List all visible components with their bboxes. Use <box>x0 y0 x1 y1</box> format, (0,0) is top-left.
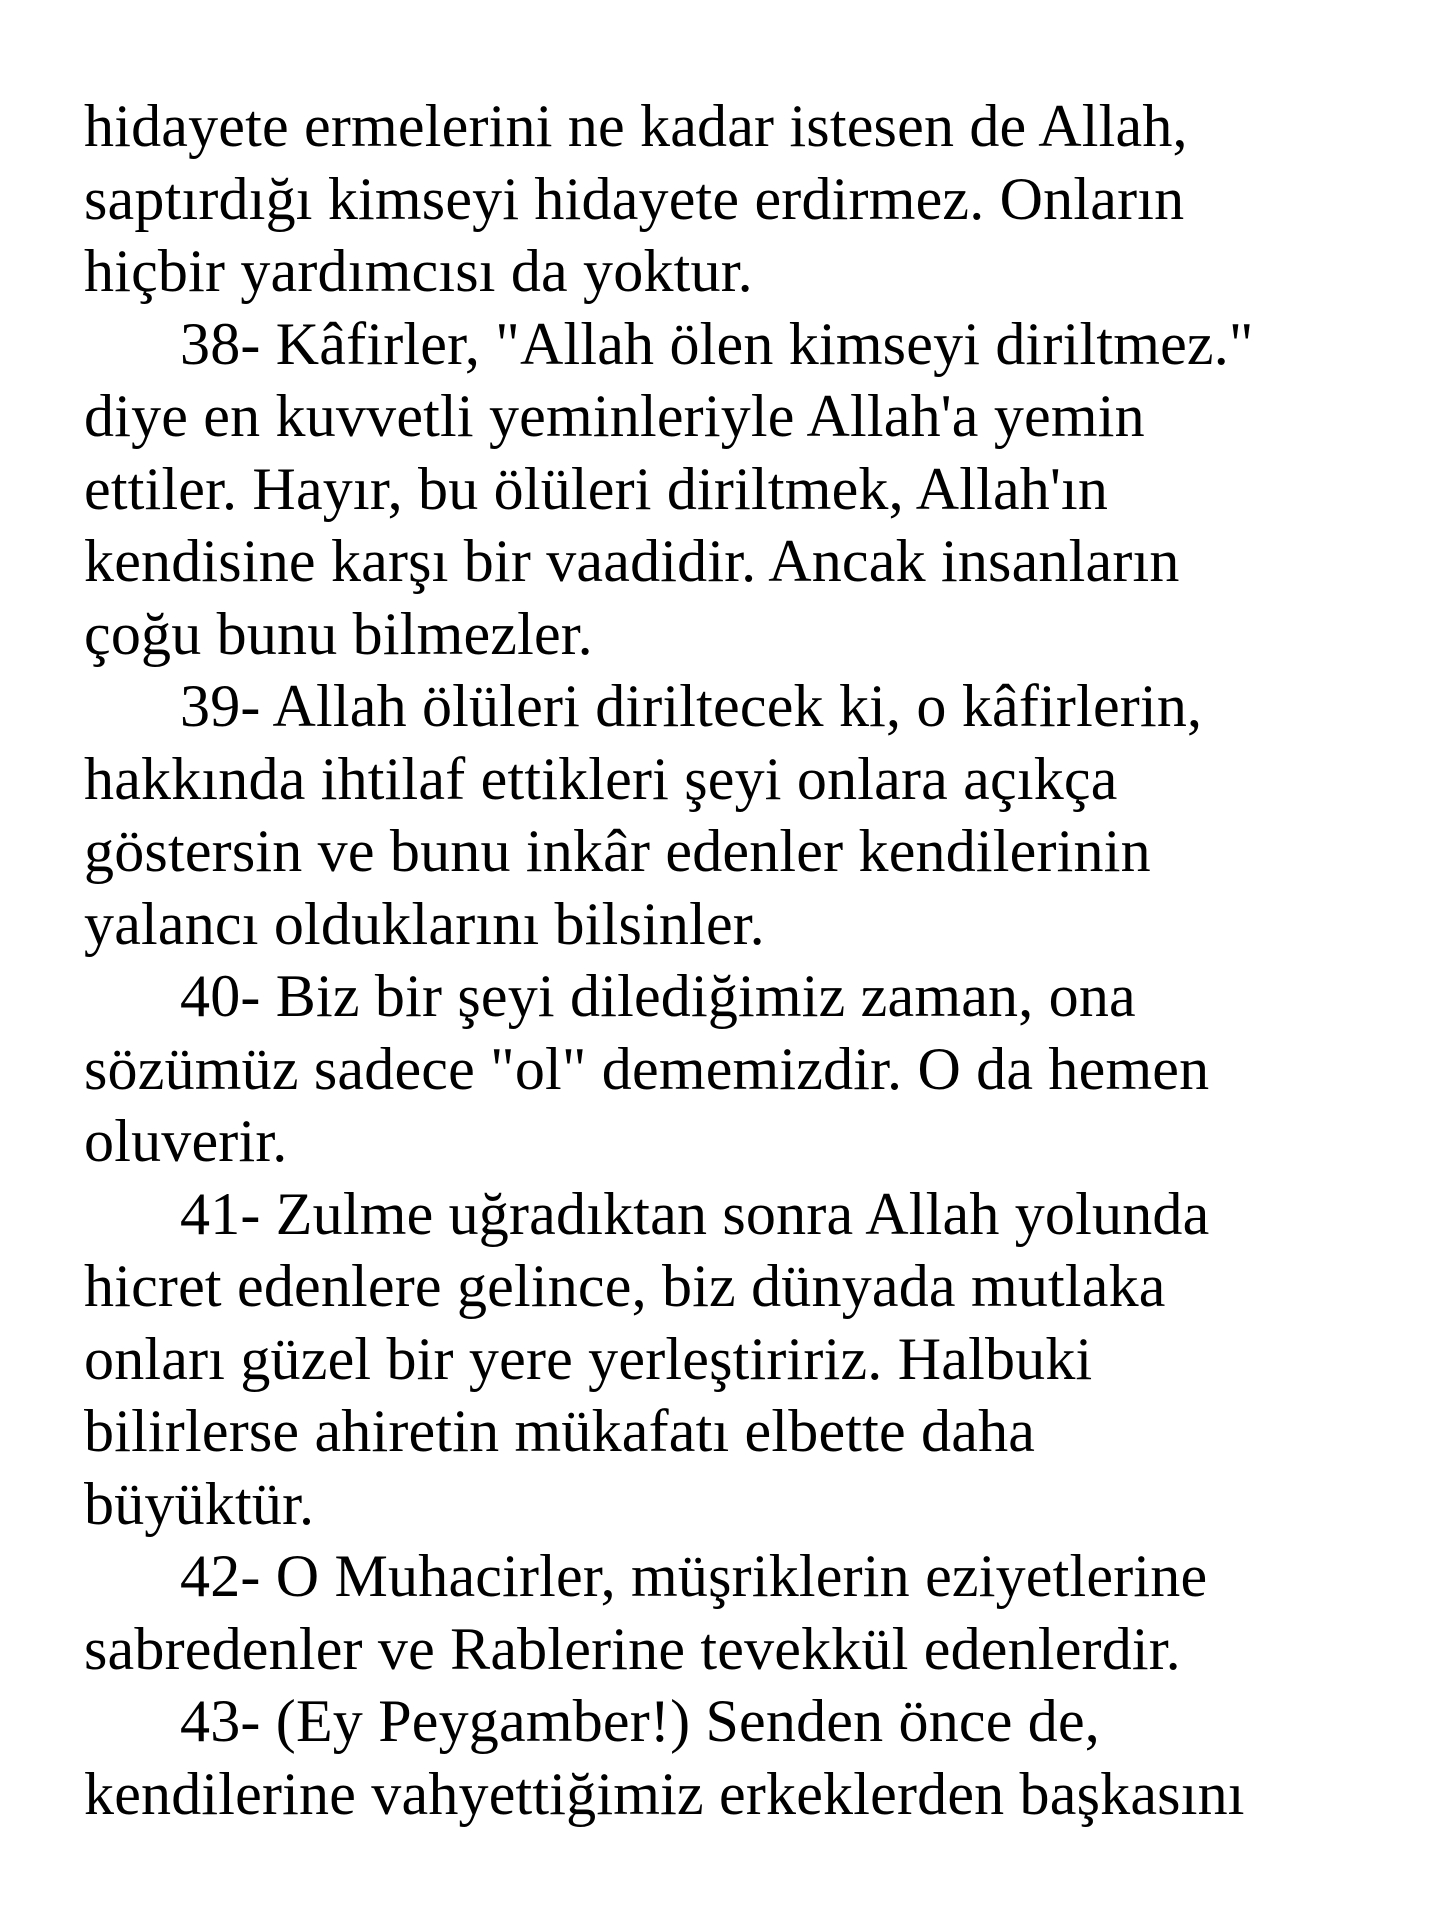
document-text-body <box>84 90 1400 1830</box>
text-line: ettiler. Hayır, bu ölüleri diriltmek, Allah'ın <box>84 455 1109 522</box>
verse-start-line: 39- Allah ölüleri diriltecek ki, o kâfirlerin, <box>180 673 1203 739</box>
verse-start-line: 38- Kâfirler, "Allah ölen kimseyi diriltmez." <box>180 310 1254 377</box>
text-line: hiçbir yardımcısı da yoktur. <box>84 238 753 304</box>
verse-start-line: 41- Zulme uğradıktan sonra Allah yolunda <box>180 1180 1210 1247</box>
text-line: bilirlerse ahiretin mükafatı elbette daha <box>84 1398 1036 1464</box>
text-line: büyüktür. <box>84 1470 315 1537</box>
text-line: hidayete ermelerini ne kadar istesen de Allah, <box>84 93 1188 159</box>
text-line: saptırdığı kimseyi hidayete erdirmez. Onların <box>84 165 1185 232</box>
text-line: oluverir. <box>84 1108 288 1174</box>
text-line: hakkında ihtilaf ettikleri şeyi onlara açıkça <box>84 745 1118 812</box>
text-line: göstersin ve bunu inkâr edenler kendilerinin <box>84 818 1151 884</box>
text-line: yalancı olduklarını bilsinler. <box>84 890 765 957</box>
text-line: onları güzel bir yere yerleştiririz. Halbuki <box>84 1325 1093 1392</box>
verse-start-line: 40- Biz bir şeyi dilediğimiz zaman, ona <box>180 963 1136 1029</box>
text-line: diye en kuvvetli yeminleriyle Allah'a yemin <box>84 383 1145 449</box>
text-line: çoğu bunu bilmezler. <box>84 600 593 667</box>
text-line: sabredenler ve Rablerine tevekkül edenlerdir. <box>84 1615 1181 1682</box>
verse-start-line: 42- O Muhacirler, müşriklerin eziyetlerine <box>180 1543 1208 1609</box>
text-line: sözümüz sadece "ol" dememizdir. O da hemen <box>84 1035 1210 1102</box>
text-line: hicret edenlere gelince, biz dünyada mutlaka <box>84 1253 1166 1319</box>
text-line: kendisine karşı bir vaadidir. Ancak insanların <box>84 528 1180 594</box>
verse-start-line: 43- (Ey Peygamber!) Senden önce de, <box>180 1688 1101 1754</box>
text-line: kendilerine vahyettiğimiz erkeklerden başkasını <box>84 1760 1245 1827</box>
